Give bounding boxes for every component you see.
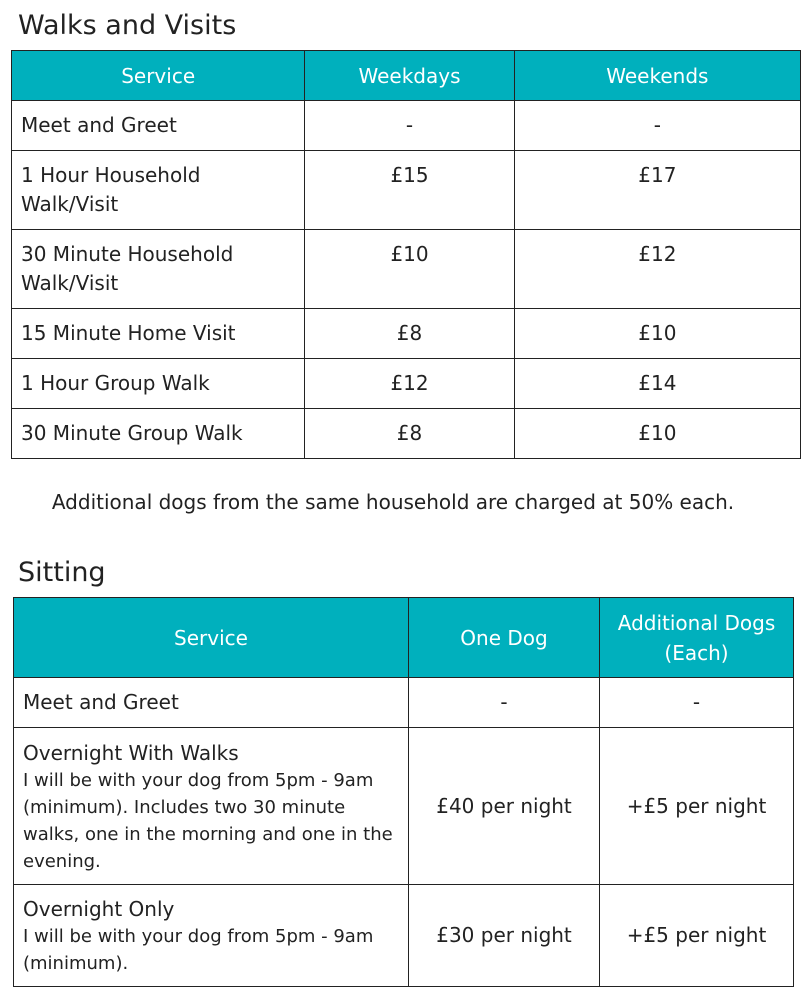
service-name: Meet and Greet xyxy=(14,678,409,728)
table-row xyxy=(12,359,801,409)
column-header-one-dog: One Dog xyxy=(409,598,600,678)
service-name: 30 Minute Household Walk/Visit xyxy=(12,230,305,309)
weekend-price: £14 xyxy=(514,359,800,409)
weekend-price: £12 xyxy=(514,230,800,309)
table-row xyxy=(12,101,801,151)
walks-price-table xyxy=(11,50,801,459)
weekend-price: £10 xyxy=(514,409,800,459)
table-header-row xyxy=(14,598,794,678)
additional-dog-price: +£5 per night xyxy=(600,885,794,987)
column-header-service: Service xyxy=(12,51,305,101)
service-name: 15 Minute Home Visit xyxy=(12,309,305,359)
table-row xyxy=(12,151,801,230)
table-row xyxy=(14,885,794,987)
service-name: Overnight Only xyxy=(23,897,175,921)
weekend-price: £17 xyxy=(514,151,800,230)
walks-section-title: Walks and Visits xyxy=(18,10,237,41)
weekday-price: £15 xyxy=(305,151,514,230)
weekday-price: £12 xyxy=(305,359,514,409)
weekend-price: £10 xyxy=(514,309,800,359)
service-cell xyxy=(14,885,409,987)
table-row xyxy=(12,230,801,309)
service-name: 30 Minute Group Walk xyxy=(12,409,305,459)
table-row xyxy=(12,409,801,459)
column-header-additional-dogs: Additional Dogs (Each) xyxy=(600,598,794,678)
additional-dog-price: +£5 per night xyxy=(600,728,794,885)
service-name: Meet and Greet xyxy=(12,101,305,151)
weekend-price: - xyxy=(514,101,800,151)
service-cell xyxy=(14,728,409,885)
column-header-service: Service xyxy=(14,598,409,678)
service-description: I will be with your dog from 5pm - 9am (minimum). xyxy=(23,926,374,974)
service-name: 1 Hour Group Walk xyxy=(12,359,305,409)
one-dog-price: - xyxy=(409,678,600,728)
weekday-price: £8 xyxy=(305,309,514,359)
one-dog-price: £30 per night xyxy=(409,885,600,987)
table-row xyxy=(14,678,794,728)
additional-dog-price: - xyxy=(600,678,794,728)
sitting-section-title: Sitting xyxy=(18,557,106,588)
weekday-price: £10 xyxy=(305,230,514,309)
table-header-row xyxy=(12,51,801,101)
additional-dogs-note: Additional dogs from the same household are charged at 50% each. xyxy=(51,490,735,514)
one-dog-price: £40 per night xyxy=(409,728,600,885)
service-name: Overnight With Walks xyxy=(23,741,239,765)
sitting-price-table xyxy=(13,597,794,987)
column-header-weekdays: Weekdays xyxy=(305,51,514,101)
table-row xyxy=(12,309,801,359)
column-header-weekends: Weekends xyxy=(514,51,800,101)
weekday-price: - xyxy=(305,101,514,151)
weekday-price: £8 xyxy=(305,409,514,459)
service-name: 1 Hour Household Walk/Visit xyxy=(12,151,305,230)
table-row xyxy=(14,728,794,885)
service-description: I will be with your dog from 5pm - 9am (minimum). Includes two 30 minute walks, one in the morning and one in the evening. xyxy=(23,770,393,872)
